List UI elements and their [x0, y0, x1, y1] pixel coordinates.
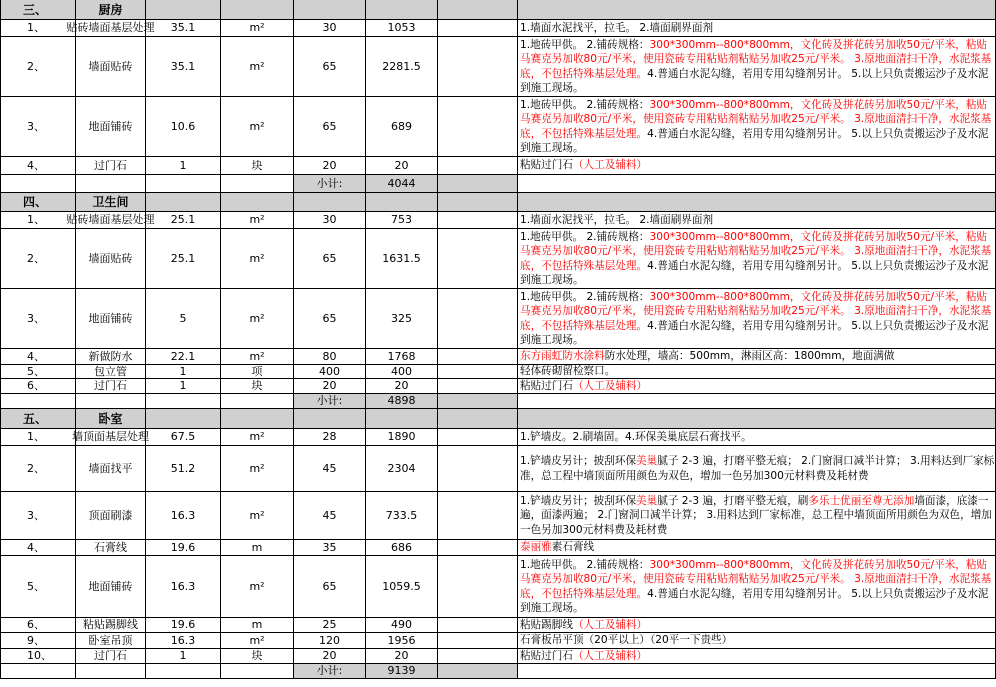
- item-quantity: 22.1: [146, 349, 221, 364]
- blank-cell: [76, 664, 146, 678]
- blank-cell: [438, 649, 518, 663]
- item-total: 1768: [366, 349, 438, 364]
- table-row: [0, 365, 996, 379]
- blank-cell: [438, 175, 518, 192]
- item-note: [518, 633, 996, 648]
- section-title: 卧室: [76, 409, 146, 428]
- table-row: [0, 492, 996, 540]
- item-unit-price: 45: [294, 492, 366, 539]
- item-unit-price: 120: [294, 633, 366, 648]
- note-text: [520, 454, 995, 483]
- item-quantity: 1: [146, 365, 221, 378]
- item-total: 686: [366, 540, 438, 555]
- item-unit-price: 400: [294, 365, 366, 378]
- item-unit: m²: [221, 556, 294, 617]
- item-note: [518, 349, 996, 364]
- blank-cell: [221, 175, 294, 192]
- note-segment: 粘贴过门石: [520, 159, 573, 172]
- section-title: 厨房: [76, 0, 146, 19]
- item-name: 墙面贴砖: [76, 229, 146, 288]
- table-row: [0, 446, 996, 492]
- note-segment: 1.地砖甲供。 2.铺砖规格：: [520, 230, 650, 243]
- section-header-cell: [146, 193, 221, 211]
- blank-cell: [438, 157, 518, 174]
- item-name: 地面铺砖: [76, 97, 146, 156]
- item-quantity: 5: [146, 289, 221, 348]
- item-quantity: 1: [146, 649, 221, 663]
- note-segment: 腻子 2-3 遍，打磨平整无痕，刷: [657, 494, 809, 507]
- blank-cell: [438, 97, 518, 156]
- blank-cell: [438, 379, 518, 393]
- item-number: 6、: [0, 618, 76, 632]
- item-number: 4、: [0, 349, 76, 364]
- item-number: 5、: [0, 556, 76, 617]
- blank-cell: [438, 394, 518, 408]
- table-row: [0, 540, 996, 556]
- item-unit: m: [221, 618, 294, 632]
- item-total: 689: [366, 97, 438, 156]
- table-row: [0, 289, 996, 349]
- item-number: 2、: [0, 229, 76, 288]
- item-unit-price: 20: [294, 379, 366, 393]
- section-header-cell: [221, 193, 294, 211]
- blank-cell: [438, 20, 518, 36]
- note-segment: 4.普通白水泥勾缝，若用专用勾缝剂另计。 5.以上只负责搬运沙子及水泥到施工现场。: [520, 259, 989, 286]
- item-quantity: 35.1: [146, 20, 221, 36]
- item-name: 贴砖墙面基层处理: [66, 21, 155, 34]
- blank-cell: [76, 394, 146, 408]
- item-total: 753: [366, 212, 438, 228]
- item-total: 20: [366, 649, 438, 663]
- item-note: [518, 492, 996, 539]
- note-text: [520, 494, 995, 537]
- item-unit: m²: [221, 97, 294, 156]
- note-text: [520, 379, 995, 393]
- note-segment: 轻体砖砌留检察口。: [520, 365, 616, 378]
- item-unit-price: 20: [294, 157, 366, 174]
- section-header-cell: [518, 0, 996, 19]
- item-unit-price: 30: [294, 20, 366, 36]
- note-segment: 1.墙面水泥找平，拉毛。 2.墙面刷界面剂: [520, 21, 714, 34]
- item-unit-price: 65: [294, 556, 366, 617]
- item-total: 733.5: [366, 492, 438, 539]
- blank-cell: [438, 540, 518, 555]
- blank-cell: [76, 175, 146, 192]
- item-note: [518, 379, 996, 393]
- note-segment: 4.普通白水泥勾缝，若用专用勾缝剂另计。 5.以上只负责搬运沙子及水泥到施工现场。: [520, 127, 989, 154]
- note-highlight: 300*300mm--800*800mm，文化砖及拼花砖另加收50元/平米，粘贴马赛克另加收80元/平米，使用瓷砖专用粘贴剂粘贴另加收25元/平米。 3.原地面清扫干净，水泥浆基底，不包括特殊基层处理。: [520, 38, 992, 80]
- item-name: 地面铺砖: [76, 289, 146, 348]
- item-unit: m²: [221, 429, 294, 445]
- item-unit: 块: [221, 379, 294, 393]
- note-segment: 素石膏线: [551, 541, 595, 554]
- blank-cell: [438, 446, 518, 491]
- table-row: [0, 97, 996, 157]
- note-text: [520, 364, 995, 378]
- note-highlight: （人工及辅料）: [572, 379, 648, 392]
- table-row: [0, 212, 996, 229]
- item-total: 490: [366, 618, 438, 632]
- blank-cell: [438, 212, 518, 228]
- note-highlight: 300*300mm--800*800mm，文化砖及拼花砖另加收50元/平米，粘贴马赛克另加收80元/平米，使用瓷砖专用粘贴剂粘贴另加收25元/平米。 3.原地面清扫干净，水泥浆基底，不包括特殊基层处理。: [520, 558, 992, 600]
- item-unit: m²: [221, 349, 294, 364]
- section-header-cell: [146, 0, 221, 19]
- item-unit-price: 30: [294, 212, 366, 228]
- item-name: 过门石: [76, 157, 146, 174]
- item-number: 3、: [0, 289, 76, 348]
- item-number: 2、: [0, 37, 76, 96]
- note-segment: 粘贴过门石: [520, 649, 573, 662]
- item-unit-price: 65: [294, 289, 366, 348]
- note-text: [520, 213, 995, 227]
- note-segment: 1.地砖甲供。 2.铺砖规格：: [520, 558, 650, 571]
- item-quantity: 25.1: [146, 212, 221, 228]
- item-number: 4、: [0, 540, 76, 555]
- item-name: 新做防水: [76, 349, 146, 364]
- section-header-cell: [294, 193, 366, 211]
- table-row: [0, 229, 996, 289]
- subtotal-row: [0, 175, 996, 193]
- item-name: 墙面找平: [76, 446, 146, 491]
- item-unit-price: 28: [294, 429, 366, 445]
- item-total: 1956: [366, 633, 438, 648]
- item-number: 3、: [0, 492, 76, 539]
- item-name: 过门石: [76, 649, 146, 663]
- table-row: [0, 349, 996, 365]
- item-unit-price: 65: [294, 37, 366, 96]
- item-number: 1、: [0, 429, 76, 445]
- item-total: 1053: [366, 20, 438, 36]
- section-title: 卫生间: [76, 193, 146, 211]
- blank-cell: [438, 664, 518, 678]
- subtotal-value: 9139: [366, 664, 438, 678]
- section-header-cell: [518, 409, 996, 428]
- subtotal-row: [0, 394, 996, 409]
- blank-cell: [0, 394, 76, 408]
- item-name: 粘贴踢脚线: [76, 618, 146, 632]
- blank-cell: [221, 664, 294, 678]
- note-text: [520, 618, 995, 632]
- subtotal-label: 小计:: [294, 394, 366, 408]
- item-unit: m²: [221, 492, 294, 539]
- note-highlight: 多乐士优丽至尊无添加: [808, 494, 915, 507]
- section-header-cell: [366, 409, 438, 428]
- section-number: 三、: [0, 0, 76, 19]
- section-number: 四、: [0, 193, 76, 211]
- item-number: 4、: [0, 157, 76, 174]
- note-text: [520, 21, 995, 35]
- table-row: [0, 157, 996, 175]
- table-row: [0, 633, 996, 649]
- item-note: [518, 618, 996, 632]
- section-header-cell: [438, 409, 518, 428]
- note-highlight: （人工及辅料）: [572, 649, 648, 662]
- item-quantity: 1: [146, 379, 221, 393]
- item-note: [518, 649, 996, 663]
- item-total: 2304: [366, 446, 438, 491]
- note-text: [520, 349, 995, 363]
- item-total: 1059.5: [366, 556, 438, 617]
- item-unit: m²: [221, 633, 294, 648]
- blank-cell: [438, 289, 518, 348]
- note-segment: 粘贴踢脚线: [520, 618, 573, 631]
- item-number: 1、: [0, 20, 76, 36]
- table-row: [0, 37, 996, 97]
- blank-cell: [0, 664, 76, 678]
- note-text: [520, 649, 995, 663]
- note-highlight: 东方雨虹防水涂料: [520, 350, 605, 363]
- item-number: 6、: [0, 379, 76, 393]
- blank-cell: [438, 365, 518, 378]
- item-number: 3、: [0, 97, 76, 156]
- item-name: 包立管: [76, 365, 146, 378]
- item-total: 2281.5: [366, 37, 438, 96]
- item-unit-price: 80: [294, 349, 366, 364]
- item-quantity: 1: [146, 157, 221, 174]
- item-unit: m²: [221, 212, 294, 228]
- item-note: [518, 556, 996, 617]
- item-quantity: 16.3: [146, 556, 221, 617]
- note-text: [520, 98, 995, 156]
- item-name: 过门石: [76, 379, 146, 393]
- note-text: [520, 158, 995, 172]
- item-unit-price: 20: [294, 649, 366, 663]
- item-unit: m²: [221, 20, 294, 36]
- table-row: [0, 379, 996, 394]
- item-note: [518, 212, 996, 228]
- item-total: 1890: [366, 429, 438, 445]
- subtotal-value: 4898: [366, 394, 438, 408]
- section-header-cell: [221, 0, 294, 19]
- blank-cell: [0, 175, 76, 192]
- item-unit-price: 45: [294, 446, 366, 491]
- item-note: [518, 365, 996, 378]
- table-row: [0, 20, 996, 37]
- item-note: [518, 20, 996, 36]
- item-number: 1、: [0, 212, 76, 228]
- blank-cell: [438, 633, 518, 648]
- item-note: [518, 157, 996, 174]
- blank-cell: [221, 394, 294, 408]
- section-header-cell: [438, 193, 518, 211]
- note-segment: 4.普通白水泥勾缝，若用专用勾缝剂另计。 5.以上只负责搬运沙子及水泥到施工现场。: [520, 587, 989, 614]
- section-header-cell: [438, 0, 518, 19]
- note-text: [520, 230, 995, 288]
- note-segment: 防水处理，墙高：500mm，淋雨区高：1800mm，地面满做: [604, 350, 895, 363]
- section-header-cell: [221, 409, 294, 428]
- item-number: 5、: [0, 365, 76, 378]
- note-segment: 4.普通白水泥勾缝，若用专用勾缝剂另计。 5.以上只负责搬运沙子及水泥到施工现场。: [520, 67, 989, 94]
- section-header-cell: [366, 0, 438, 19]
- subtotal-label: 小计:: [294, 664, 366, 678]
- note-segment: 1.铲墙皮另计；披刮环保: [520, 494, 637, 507]
- note-text: [520, 290, 995, 348]
- note-text: [520, 633, 995, 647]
- note-segment: 石膏板吊平顶（20平以上）（20平一下贵些）: [520, 634, 733, 647]
- note-highlight: 300*300mm--800*800mm，文化砖及拼花砖另加收50元/平米，粘贴马赛克另加收80元/平米，使用瓷砖专用粘贴剂粘贴另加收25元/平米。 3.原地面清扫干净，水泥浆基底，不包括特殊基层处理。: [520, 230, 992, 272]
- item-total: 20: [366, 379, 438, 393]
- blank-cell: [438, 349, 518, 364]
- note-segment: 4.普通白水泥勾缝，若用专用勾缝剂另计。 5.以上只负责搬运沙子及水泥到施工现场。: [520, 319, 989, 346]
- subtotal-label: 小计:: [294, 175, 366, 192]
- table-row: [0, 556, 996, 618]
- item-name: 卧室吊顶: [76, 633, 146, 648]
- item-name: 墙面贴砖: [76, 37, 146, 96]
- blank-cell: [438, 492, 518, 539]
- item-quantity: 67.5: [146, 429, 221, 445]
- item-note: [518, 289, 996, 348]
- item-name: 贴砖墙面基层处理: [66, 213, 155, 226]
- item-number: 10、: [0, 649, 76, 663]
- item-unit-price: 65: [294, 229, 366, 288]
- note-text: [520, 38, 995, 96]
- item-total: 1631.5: [366, 229, 438, 288]
- table-row: [0, 649, 996, 664]
- note-segment: 1.墙面水泥找平，拉毛。 2.墙面刷界面剂: [520, 213, 714, 226]
- item-unit: 块: [221, 157, 294, 174]
- note-highlight: 300*300mm--800*800mm，文化砖及拼花砖另加收50元/平米，粘贴马赛克另加收80元/平米，使用瓷砖专用粘贴剂粘贴另加收25元/平米。 3.原地面清扫干净，水泥浆基底，不包括特殊基层处理。: [520, 98, 992, 140]
- blank-cell: [438, 429, 518, 445]
- note-segment: 1.地砖甲供。 2.铺砖规格：: [520, 38, 650, 51]
- blank-cell: [146, 394, 221, 408]
- item-unit-price: 25: [294, 618, 366, 632]
- note-highlight: 美巢: [636, 494, 658, 507]
- item-quantity: 35.1: [146, 37, 221, 96]
- section-header: [0, 0, 996, 20]
- item-unit: 项: [221, 365, 294, 378]
- item-total: 325: [366, 289, 438, 348]
- item-total: 20: [366, 157, 438, 174]
- item-unit-price: 35: [294, 540, 366, 555]
- note-text: [520, 558, 995, 616]
- item-unit-price: 65: [294, 97, 366, 156]
- item-number: 2、: [0, 446, 76, 491]
- item-quantity: 19.6: [146, 618, 221, 632]
- section-header: [0, 193, 996, 212]
- note-segment: 1.铲墙皮。2.刷墙固。4.环保美巢底层石膏找平。: [520, 430, 752, 443]
- blank-cell: [518, 664, 996, 678]
- section-header-cell: [146, 409, 221, 428]
- item-quantity: 10.6: [146, 97, 221, 156]
- item-unit: m²: [221, 37, 294, 96]
- blank-cell: [438, 556, 518, 617]
- item-name: 墙顶面基层处理: [72, 430, 149, 443]
- item-unit: m²: [221, 229, 294, 288]
- note-highlight: 300*300mm--800*800mm，文化砖及拼花砖另加收50元/平米，粘贴马赛克另加收80元/平米，使用瓷砖专用粘贴剂粘贴另加收25元/平米。 3.原地面清扫干净，水泥浆基底，不包括特殊基层处理。: [520, 290, 992, 332]
- item-unit: m²: [221, 446, 294, 491]
- blank-cell: [146, 175, 221, 192]
- note-segment: 1.地砖甲供。 2.铺砖规格：: [520, 290, 650, 303]
- item-note: [518, 429, 996, 445]
- item-number: 9、: [0, 633, 76, 648]
- item-unit: 块: [221, 649, 294, 663]
- section-number: 五、: [0, 409, 76, 428]
- item-total: 400: [366, 365, 438, 378]
- item-note: [518, 229, 996, 288]
- item-unit: m: [221, 540, 294, 555]
- section-header-cell: [518, 193, 996, 211]
- item-quantity: 19.6: [146, 540, 221, 555]
- note-highlight: （人工及辅料）: [572, 618, 648, 631]
- item-name: 地面铺砖: [76, 556, 146, 617]
- item-quantity: 16.3: [146, 633, 221, 648]
- item-quantity: 51.2: [146, 446, 221, 491]
- note-segment: 腻子 2-3 遍，打磨平整无痕； 2.门窗洞口减半计算； 3.用料达到厂家标准，总工程中墙顶面所用颜色为双色，增加一色另加300元材料费及耗材费: [520, 455, 995, 482]
- section-header-cell: [294, 409, 366, 428]
- item-note: [518, 37, 996, 96]
- note-segment: 1.地砖甲供。 2.铺砖规格：: [520, 98, 650, 111]
- note-highlight: 泰丽雅: [520, 541, 552, 554]
- item-name: 石膏线: [76, 540, 146, 555]
- note-highlight: （人工及辅料）: [572, 159, 648, 172]
- item-name: 顶面刷漆: [76, 492, 146, 539]
- blank-cell: [438, 229, 518, 288]
- note-segment: 墙面漆，底漆一遍，面漆两遍； 2.门窗洞口减半计算； 3.用料达到厂家标准，总工程中墙顶面所用颜色为双色，增加一色另加300元材料费及耗材费: [520, 494, 992, 536]
- section-header-cell: [366, 193, 438, 211]
- note-highlight: 美巢: [636, 455, 658, 468]
- note-text: [520, 430, 995, 444]
- blank-cell: [438, 618, 518, 632]
- blank-cell: [438, 37, 518, 96]
- item-unit: m²: [221, 289, 294, 348]
- note-segment: 1.铲墙皮另计；披刮环保: [520, 455, 637, 468]
- item-quantity: 25.1: [146, 229, 221, 288]
- item-note: [518, 540, 996, 555]
- subtotal-value: 4044: [366, 175, 438, 192]
- blank-cell: [518, 394, 996, 408]
- note-text: [520, 540, 995, 554]
- item-note: [518, 446, 996, 491]
- section-header: [0, 409, 996, 429]
- blank-cell: [518, 175, 996, 192]
- table-row: [0, 618, 996, 633]
- note-segment: 粘贴过门石: [520, 379, 573, 392]
- table-row: [0, 429, 996, 446]
- item-note: [518, 97, 996, 156]
- blank-cell: [146, 664, 221, 678]
- section-header-cell: [294, 0, 366, 19]
- item-quantity: 16.3: [146, 492, 221, 539]
- subtotal-row: [0, 664, 996, 679]
